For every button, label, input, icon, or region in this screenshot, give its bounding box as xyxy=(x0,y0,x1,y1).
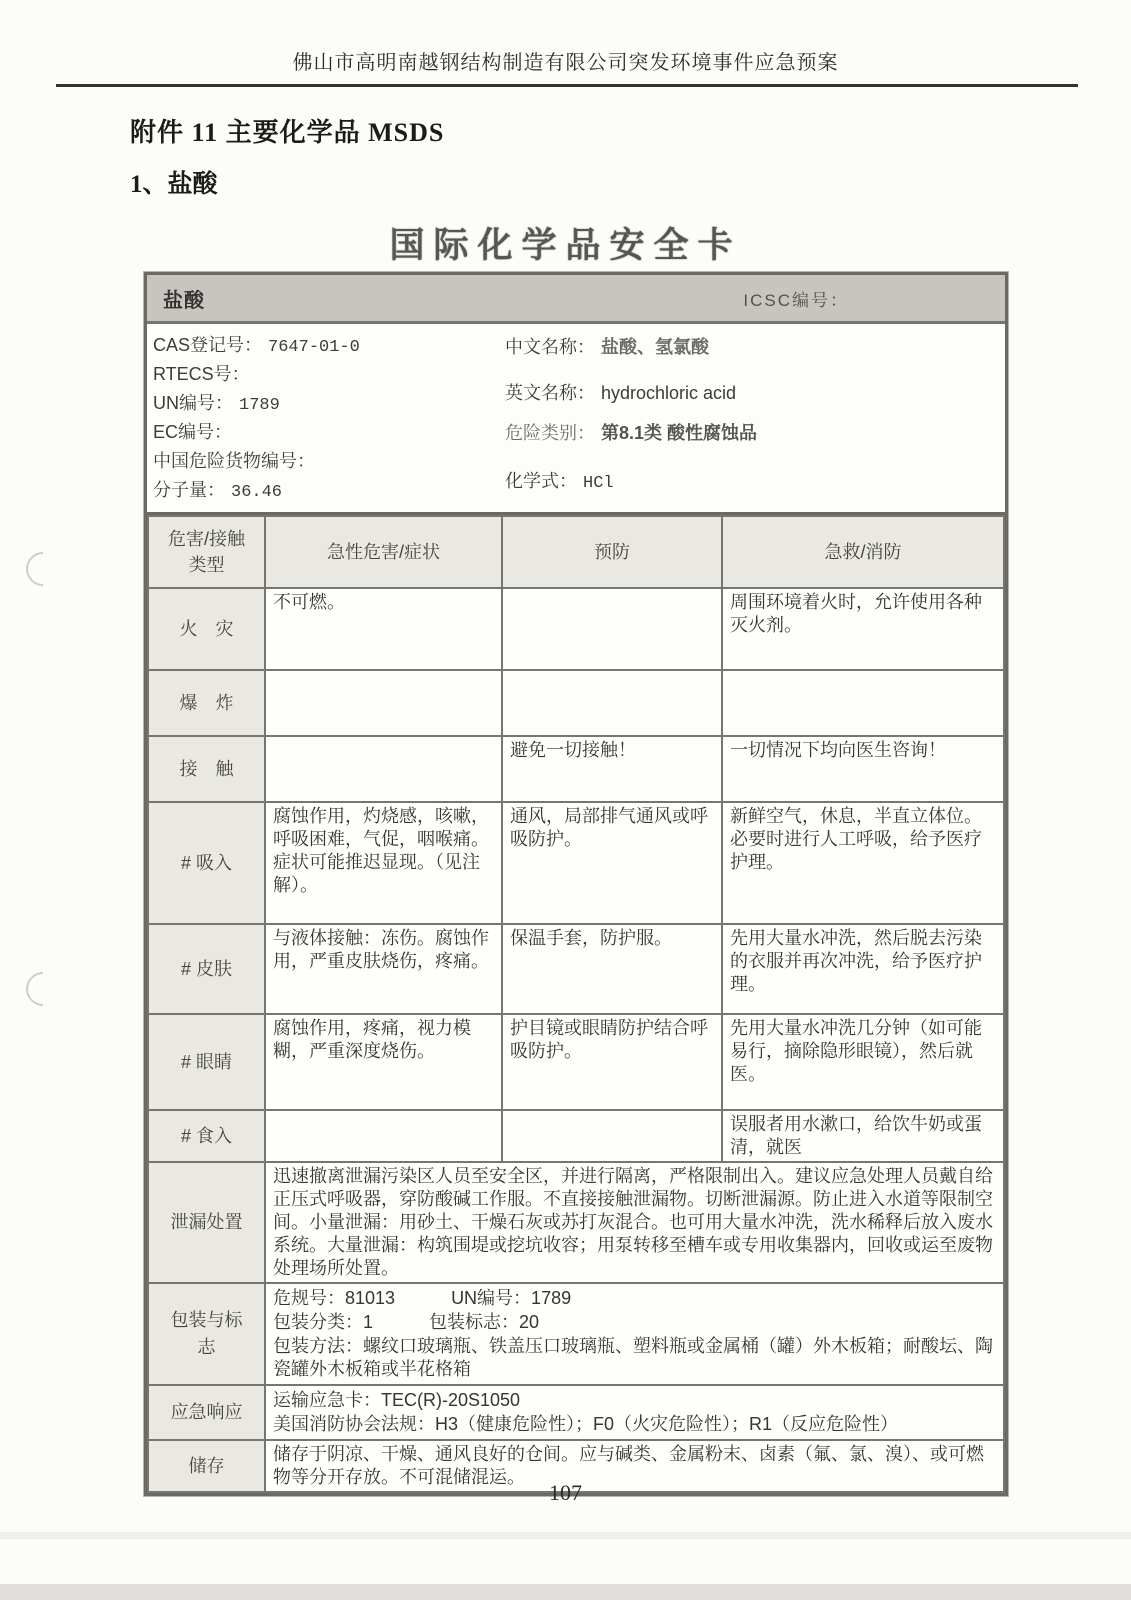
row-label: # 食入 xyxy=(148,1110,265,1162)
icsc-number-label: ICSC编号： xyxy=(743,290,849,310)
skin-prevention-cell: 保温手套，防护服。 xyxy=(502,924,722,1014)
hazard-class-line: 危险类别： 第8.1类 酸性腐蚀品 xyxy=(505,423,758,443)
table-row-skin xyxy=(148,924,1004,1014)
identifier-right-column xyxy=(505,332,999,506)
col-header-acute-symptoms: 急性危害/症状 xyxy=(265,516,502,588)
chemical-formula-line: 化学式： HCl xyxy=(505,471,614,493)
exposure-symptoms-cell xyxy=(265,736,502,802)
ec-number-line: EC编号： xyxy=(153,422,233,442)
hole-punch-mark xyxy=(19,545,67,593)
row-label: 火 灾 xyxy=(148,588,265,670)
packaging-line-3: 包装方法：螺纹口玻璃瓶、铁盖压口玻璃瓶、塑料瓶或金属桶（罐）外木板箱；耐酸坛、陶瓷罐外木板箱或半花格箱 xyxy=(273,1336,993,1380)
eyes-prevention-cell: 护目镜或眼睛防护结合呼吸防护。 xyxy=(502,1014,722,1110)
hazard-table-header-row xyxy=(148,516,1004,588)
packaging-line-1: 危规号：81013 UN编号：1789 xyxy=(273,1288,572,1309)
table-row-exposure xyxy=(148,736,1004,802)
spill-disposal-text: 迅速撤离泄漏污染区人员至安全区，并进行隔离，严格限制出入。建议应急处理人员戴自给正压式呼吸器，穿防酸碱工作服。不直接接触泄漏物。切断泄漏源。防止进入水道等限制空间。小量泄漏：用砂土、干燥石灰或苏打灰混合。也可用大量水冲洗，洗水稀释后放入废水系统。大量泄漏：构筑围堤或挖坑收容；用泵转移至槽车或专用收集器内，回收或运至废物处理场所处置。 xyxy=(265,1162,1004,1283)
eyes-symptoms-cell: 腐蚀作用，疼痛，视力模糊，严重深度烧伤。 xyxy=(265,1014,502,1110)
explosion-prevention-cell xyxy=(502,670,722,736)
ingestion-first-aid-cell: 误服者用水漱口，给饮牛奶或蛋清，就医 xyxy=(722,1110,1004,1162)
col-header-first-aid: 急救/消防 xyxy=(722,516,1004,588)
exposure-first-aid-cell: 一切情况下均向医生咨询！ xyxy=(722,736,1004,802)
inhalation-prevention-cell: 通风，局部排气通风或呼吸防护。 xyxy=(502,802,722,924)
page-number: 107 xyxy=(549,1480,582,1505)
row-label: # 皮肤 xyxy=(148,924,265,1014)
section-label: 泄漏处置 xyxy=(148,1162,265,1283)
fire-prevention-cell xyxy=(502,588,722,670)
hazard-table xyxy=(147,515,1005,1493)
table-row-fire xyxy=(148,588,1004,670)
inhalation-first-aid-cell: 新鲜空气，休息，半直立体位。必要时进行人工呼吸，给予医疗护理。 xyxy=(722,802,1004,924)
row-label: # 眼睛 xyxy=(148,1014,265,1110)
ingestion-prevention-cell xyxy=(502,1110,722,1162)
table-row-ingestion xyxy=(148,1110,1004,1162)
chinese-name-line: 中文名称： 盐酸、氢氯酸 xyxy=(505,337,709,357)
china-dg-number-line: 中国危险货物编号： xyxy=(153,451,315,471)
table-row-inhalation xyxy=(148,802,1004,924)
inhalation-symptoms-cell: 腐蚀作用，灼烧感，咳嗽，呼吸困难，气促，咽喉痛。症状可能推迟显现。（见注解）。 xyxy=(265,802,502,924)
section-label: 储存 xyxy=(148,1440,265,1492)
card-title-bar xyxy=(147,275,1005,324)
scan-edge-band xyxy=(0,1584,1131,1600)
un-number-line: UN编号： 1789 xyxy=(153,393,280,415)
section-row-emergency-response xyxy=(148,1385,1004,1440)
section-label: 应急响应 xyxy=(148,1385,265,1440)
table-row-explosion xyxy=(148,670,1004,736)
skin-symptoms-cell: 与液体接触：冻伤。腐蚀作用，严重皮肤烧伤，疼痛。 xyxy=(265,924,502,1014)
row-label: # 吸入 xyxy=(148,802,265,924)
table-row-eyes xyxy=(148,1014,1004,1110)
exposure-prevention-cell: 避免一切接触！ xyxy=(502,736,722,802)
rtecs-number-line: RTECS号： xyxy=(153,364,250,384)
english-name-line: 英文名称： hydrochloric acid xyxy=(505,383,737,403)
explosion-first-aid-cell xyxy=(722,670,1004,736)
chemical-name: 盐酸 xyxy=(163,289,205,312)
explosion-symptoms-cell xyxy=(265,670,502,736)
packaging-labeling-text xyxy=(265,1283,1004,1385)
emergency-response-text xyxy=(265,1385,1004,1440)
identifier-left-column xyxy=(153,332,505,506)
cas-number-line: CAS登记号： 7647-01-0 xyxy=(153,335,360,357)
msds-card xyxy=(144,272,1008,1496)
ingestion-symptoms-cell xyxy=(265,1110,502,1162)
row-label: 爆 炸 xyxy=(148,670,265,736)
molecular-weight-line: 分子量： 36.46 xyxy=(153,480,283,502)
header-divider xyxy=(56,84,1078,87)
eyes-first-aid-cell: 先用大量水冲洗几分钟（如可能易行，摘除隐形眼镜），然后就医。 xyxy=(722,1014,1004,1110)
scan-artifact-band xyxy=(0,1532,1131,1539)
identifier-section xyxy=(147,324,1005,515)
section-label: 包装与标志 xyxy=(148,1283,265,1385)
hole-punch-mark xyxy=(19,965,67,1013)
row-label: 接 触 xyxy=(148,736,265,802)
fire-symptoms-cell: 不可燃。 xyxy=(265,588,502,670)
packaging-line-2: 包装分类：1 包装标志：20 xyxy=(273,1312,540,1333)
section-row-spill-disposal xyxy=(148,1162,1004,1283)
section-row-packaging-labeling xyxy=(148,1283,1004,1385)
col-header-hazard-type: 危害/接触类型 xyxy=(148,516,265,588)
storage-text: 储存于阴凉、干燥、通风良好的仓间。应与碱类、金属粉末、卤素（氟、氯、溴）、或可燃物等分开存放。不可混储混运。 xyxy=(265,1440,1004,1492)
document-header: 佛山市高明南越钢结构制造有限公司突发环境事件应急预案 xyxy=(292,52,839,74)
nfpa-code-line: 美国消防协会法规：H3（健康危险性）；F0（火灾危险性）；R1（反应危险性） xyxy=(273,1414,899,1435)
skin-first-aid-cell: 先用大量水冲洗，然后脱去污染的衣服并再次冲洗，给予医疗护理。 xyxy=(722,924,1004,1014)
icsc-card-title: 国际化学品安全卡 xyxy=(389,226,742,265)
col-header-prevention: 预防 xyxy=(502,516,722,588)
attachment-title: 附件 11 主要化学品 MSDS xyxy=(130,118,445,147)
chemical-item-title: 1、盐酸 xyxy=(130,171,218,198)
fire-first-aid-cell: 周围环境着火时，允许使用各种灭火剂。 xyxy=(722,588,1004,670)
transport-emergency-card-line: 运输应急卡：TEC(R)-20S1050 xyxy=(273,1390,521,1411)
